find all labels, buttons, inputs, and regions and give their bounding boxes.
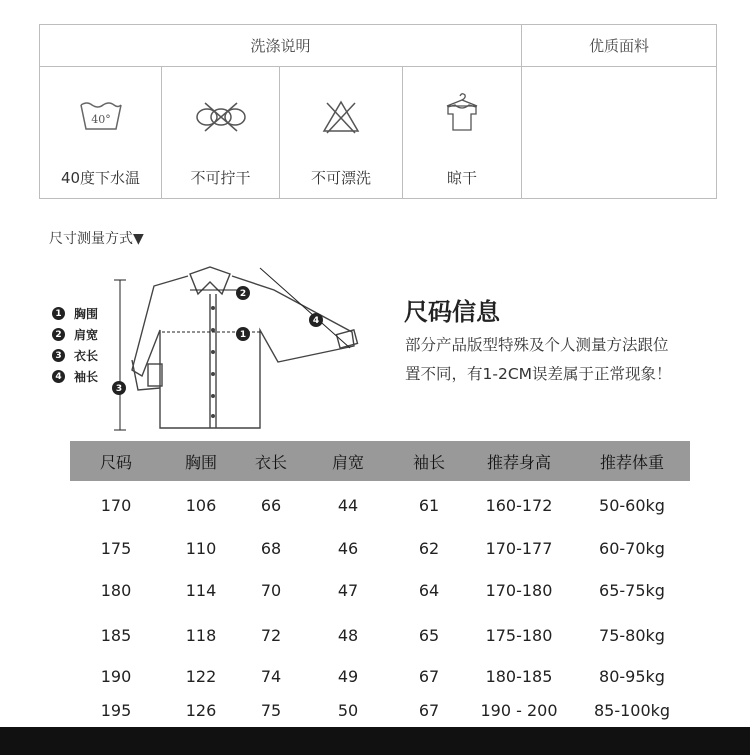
size-info-note (405, 331, 715, 389)
no-wring-icon (193, 99, 249, 135)
table-row (70, 701, 690, 720)
table-cell: 126 (185, 701, 217, 720)
table-cell: 70 (260, 581, 282, 600)
table-cell: 67 (418, 667, 440, 686)
table-cell: 175-180 (485, 626, 553, 645)
table-cell: 46 (337, 539, 359, 558)
header-size: 尺码 (99, 452, 132, 472)
legend-number: 2 (52, 328, 65, 341)
table-cell: 44 (337, 496, 359, 515)
header-length: 衣长 (254, 452, 287, 472)
table-cell: 114 (185, 581, 217, 600)
no-bleach-icon (321, 99, 361, 135)
wash-40-icon (78, 99, 124, 135)
table-cell: 65-75kg (599, 581, 665, 600)
table-cell: 66 (260, 496, 282, 515)
measure-legend (52, 303, 98, 387)
table-cell: 170-180 (485, 581, 553, 600)
header-chest: 胸围 (184, 452, 217, 472)
legend-label: 胸围 (74, 307, 99, 321)
care-label-dry: 晾干 (446, 169, 477, 187)
svg-text:1: 1 (239, 330, 247, 340)
legend-item (52, 366, 98, 387)
table-cell: 60-70kg (599, 539, 665, 558)
table-cell: 49 (337, 667, 359, 686)
table-cell: 185 (100, 626, 132, 645)
table-cell: 62 (418, 539, 440, 558)
care-label-bleach: 不可漂洗 (310, 169, 371, 187)
size-table (70, 441, 690, 720)
legend-item (52, 303, 98, 324)
table-cell: 50 (337, 701, 359, 720)
table-cell: 74 (260, 667, 282, 686)
care-table (39, 24, 717, 199)
legend-label: 肩宽 (74, 328, 99, 342)
legend-label: 袖长 (74, 370, 99, 384)
care-item-wash (40, 67, 162, 198)
fabric-title: 优质面料 (522, 25, 716, 67)
table-cell: 180-185 (485, 667, 553, 686)
svg-text:4: 4 (312, 316, 320, 326)
care-label-wring: 不可拧干 (190, 169, 251, 187)
legend-item (52, 324, 98, 345)
hang-dry-icon (442, 91, 482, 135)
table-cell: 47 (337, 581, 359, 600)
table-cell: 170 (100, 496, 132, 515)
table-cell: 122 (185, 667, 217, 686)
table-cell: 75 (260, 701, 282, 720)
legend-number: 3 (52, 349, 65, 362)
table-cell: 118 (185, 626, 217, 645)
table-cell: 68 (260, 539, 282, 558)
table-cell: 175 (100, 539, 132, 558)
table-row (70, 539, 690, 558)
table-cell: 190 - 200 (480, 701, 558, 720)
table-cell: 75-80kg (599, 626, 665, 645)
table-cell: 50-60kg (599, 496, 665, 515)
header-shoulder: 肩宽 (331, 452, 364, 472)
size-table-header (70, 441, 690, 481)
svg-text:2: 2 (239, 289, 247, 299)
table-cell: 195 (100, 701, 132, 720)
care-label-wash: 40度下水温 (60, 169, 141, 187)
table-cell: 85-100kg (593, 701, 671, 720)
svg-text:3: 3 (115, 384, 123, 394)
size-info-title: 尺码信息 (404, 298, 500, 326)
table-cell: 160-172 (485, 496, 553, 515)
table-cell: 48 (337, 626, 359, 645)
legend-number: 4 (52, 370, 65, 383)
table-cell: 180 (100, 581, 132, 600)
table-cell: 106 (185, 496, 217, 515)
care-item-bleach (280, 67, 403, 198)
table-row (70, 496, 690, 515)
size-info-line-1: 部分产品版型特殊及个人测量方法跟位 (405, 336, 669, 354)
bottom-bar (0, 727, 750, 755)
table-cell: 72 (260, 626, 282, 645)
table-cell: 61 (418, 496, 440, 515)
header-sleeve: 袖长 (412, 452, 445, 472)
legend-label: 衣长 (74, 349, 99, 363)
table-cell: 110 (185, 539, 217, 558)
care-item-wring (162, 67, 280, 198)
table-cell: 65 (418, 626, 440, 645)
table-cell: 190 (100, 667, 132, 686)
table-row (70, 667, 690, 686)
table-cell: 64 (418, 581, 440, 600)
table-row (70, 581, 690, 600)
header-height: 推荐身高 (486, 452, 551, 472)
care-item-dry (403, 67, 522, 198)
table-cell: 170-177 (485, 539, 553, 558)
table-cell: 67 (418, 701, 440, 720)
measure-title: 尺寸测量方式▼ (49, 231, 144, 247)
legend-number: 1 (52, 307, 65, 320)
header-weight: 推荐体重 (599, 452, 664, 472)
table-row (70, 626, 690, 645)
table-cell: 80-95kg (599, 667, 665, 686)
svg-text:40°: 40° (90, 113, 111, 126)
size-info-line-2: 置不同，有1-2CM误差属于正常现象！ (405, 365, 672, 383)
legend-item (52, 345, 98, 366)
care-title: 洗涤说明 (40, 25, 522, 67)
